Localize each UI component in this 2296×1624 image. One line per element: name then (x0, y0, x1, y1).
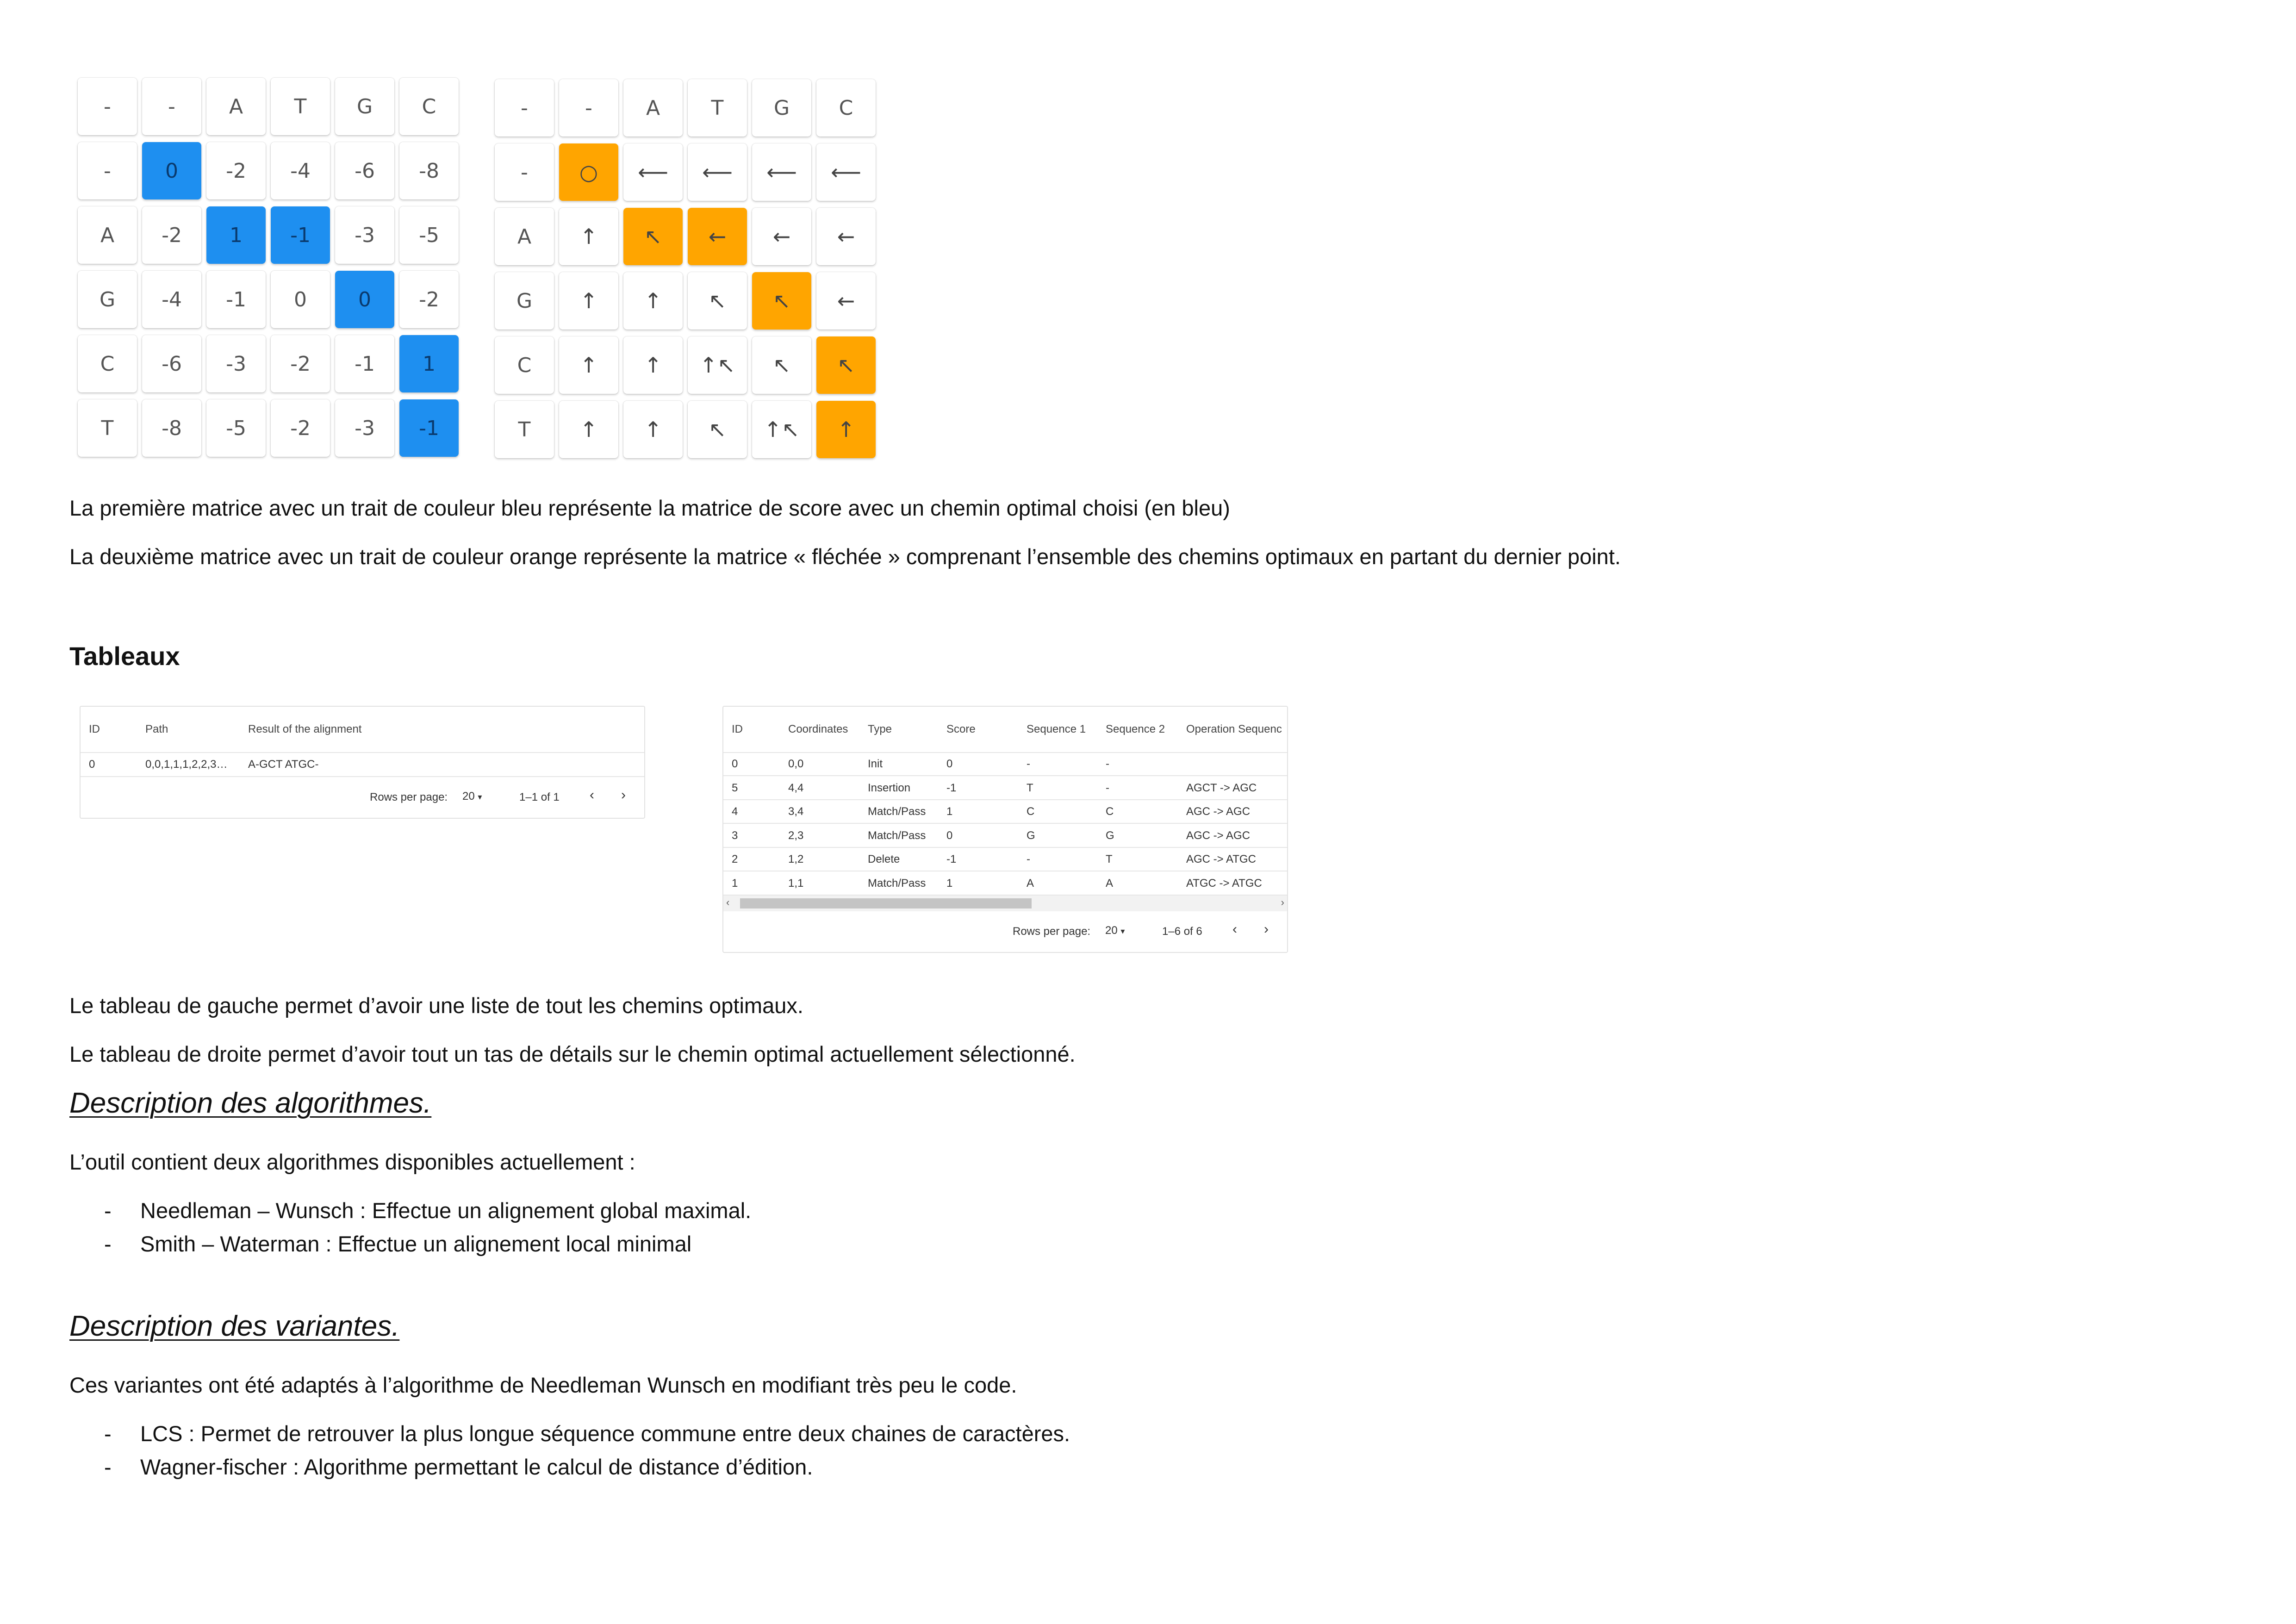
arrow-cell: ○ (559, 143, 618, 201)
score-header-cell: C (399, 78, 459, 135)
arrow-cell: ⟵ (688, 143, 747, 201)
left-table-description: Le tableau de gauche permet d’avoir une liste de tout les chemins optimaux. (69, 993, 803, 1018)
variants-section-title: Description des variantes. (69, 1310, 400, 1342)
score-row-label: - (78, 142, 137, 199)
table-cell: 0 (946, 758, 953, 770)
table-cell: T (1027, 781, 1033, 794)
table-cell: 2 (732, 853, 738, 865)
arrow-cell: ↖ (623, 208, 683, 265)
details-col-sequence-1[interactable]: Sequence 1 (1027, 723, 1086, 735)
algorithms-intro: L’outil contient deux algorithmes disponibles actuellement : (69, 1150, 635, 1174)
table-cell: 4 (732, 805, 738, 818)
table-cell: Match/Pass (868, 829, 926, 842)
score-header-cell: - (78, 78, 137, 135)
chevron-left-icon[interactable]: ‹ (1232, 921, 1237, 937)
details-table (722, 706, 1288, 953)
score-cell: -4 (271, 142, 330, 199)
table-cell: Match/Pass (868, 877, 926, 890)
list-item: - Smith – Waterman : Effectue un alignement local minimal (104, 1232, 692, 1256)
arrow-row-label: - (495, 143, 554, 201)
cell-id: 0 (89, 758, 95, 771)
arrow-cell: ⟵ (816, 143, 876, 201)
details-col-id[interactable]: ID (732, 723, 743, 735)
list-item: - Needleman – Wunsch : Effectue un alignement global maximal. (104, 1198, 752, 1223)
details-col-type[interactable]: Type (868, 723, 892, 735)
tableaux-heading: Tableaux (69, 641, 180, 671)
table-cell: G (1106, 829, 1114, 842)
rows-per-page-label: Rows per page: (1013, 925, 1091, 938)
table-cell: - (1027, 758, 1030, 770)
paths-table-header (81, 707, 644, 753)
score-cell: 1 (206, 206, 266, 264)
score-cell: -1 (399, 399, 459, 457)
table-cell: -1 (946, 781, 957, 794)
arrow-cell: ↑ (559, 401, 618, 458)
table-cell: - (1106, 781, 1109, 794)
table-cell: Insertion (868, 781, 911, 794)
chevron-right-icon[interactable]: › (1264, 921, 1269, 937)
score-cell: 1 (399, 335, 459, 392)
table-cell: - (1027, 853, 1030, 865)
table-cell: 3 (732, 829, 738, 842)
arrow-cell: ← (688, 208, 747, 265)
table-cell: A (1027, 877, 1034, 890)
arrow-header-cell: G (752, 79, 811, 137)
details-col-sequence-2[interactable]: Sequence 2 (1106, 723, 1165, 735)
score-header-cell: - (142, 78, 201, 135)
chevron-left-icon[interactable]: ‹ (590, 787, 594, 803)
arrow-cell: ← (816, 208, 876, 265)
arrow-cell: ↑ (559, 208, 618, 265)
table-row[interactable] (723, 824, 1287, 848)
paths-col-path[interactable]: Path (145, 723, 168, 735)
table-cell: 0,0 (788, 758, 804, 770)
score-cell: -2 (142, 206, 201, 264)
arrow-header-cell: A (623, 79, 683, 137)
table-cell: C (1027, 805, 1035, 818)
arrow-cell: ⟵ (623, 143, 683, 201)
rows-per-page-select[interactable]: 20 ▾ (462, 790, 482, 803)
table-cell: AGC -> ATGC (1186, 853, 1256, 865)
details-table-pagination (723, 912, 1287, 951)
table-cell: 1 (732, 877, 738, 890)
score-cell: -1 (271, 206, 330, 264)
right-table-description: Le tableau de droite permet d’avoir tout un tas de détails sur le chemin optimal actuellement sélectionné. (69, 1042, 1076, 1066)
score-row-label: G (78, 271, 137, 328)
table-cell: 0 (946, 829, 953, 842)
score-cell: -1 (206, 271, 266, 328)
score-row-label: T (78, 399, 137, 457)
score-cell: -3 (206, 335, 266, 392)
score-cell: -2 (399, 271, 459, 328)
table-cell: 4,4 (788, 781, 804, 794)
table-cell: 2,3 (788, 829, 804, 842)
arrow-cell: ↖ (688, 401, 747, 458)
table-cell: 5 (732, 781, 738, 794)
score-cell: -6 (335, 142, 394, 199)
arrow-header-cell: - (559, 79, 618, 137)
score-matrix-description: La première matrice avec un trait de couleur bleu représente la matrice de score avec un chemin optimal choisi (en bleu) (69, 496, 1230, 520)
list-item: - LCS : Permet de retrouver la plus longue séquence commune entre deux chaines de caractères. (104, 1421, 1070, 1446)
score-cell: -6 (142, 335, 201, 392)
arrow-header-cell: T (688, 79, 747, 137)
arrow-row-label: T (495, 401, 554, 458)
arrow-cell: ← (816, 272, 876, 330)
paths-col-id[interactable]: ID (89, 723, 100, 735)
caret-down-icon: ▾ (1120, 927, 1125, 936)
algorithms-section-title: Description des algorithmes. (69, 1087, 432, 1119)
table-cell: AGC -> AGC (1186, 805, 1251, 818)
table-cell: Init (868, 758, 883, 770)
table-row[interactable] (723, 752, 1287, 776)
paths-col-result[interactable]: Result of the alignment (248, 723, 362, 735)
score-header-cell: T (271, 78, 330, 135)
table-cell: 3,4 (788, 805, 804, 818)
arrow-cell: ↑↖ (752, 401, 811, 458)
details-table-header (723, 707, 1287, 753)
score-cell: -2 (271, 399, 330, 457)
table-row[interactable] (723, 847, 1287, 871)
pagination-range: 1–1 of 1 (519, 791, 560, 803)
caret-down-icon: ▾ (478, 792, 482, 802)
score-row-label: C (78, 335, 137, 392)
arrow-matrix (495, 79, 876, 458)
score-header-cell: A (206, 78, 266, 135)
score-cell: -1 (335, 335, 394, 392)
table-row[interactable] (723, 800, 1287, 824)
score-header-cell: G (335, 78, 394, 135)
table-cell: 1 (946, 805, 953, 818)
table-row[interactable] (81, 752, 644, 777)
score-cell: -8 (142, 399, 201, 457)
variants-intro: Ces variantes ont été adaptés à l’algorithme de Needleman Wunsch en modifiant très peu le code. (69, 1373, 1017, 1397)
score-matrix (78, 78, 459, 457)
arrow-row-label: G (495, 272, 554, 330)
score-cell: 0 (271, 271, 330, 328)
score-cell: 0 (142, 142, 201, 199)
arrow-matrix-description: La deuxième matrice avec un trait de couleur orange représente la matrice « fléchée » comprenant l’ensemble des chemins optimaux en partant du dernier point. (69, 544, 1621, 569)
cell-path: 0,0,1,1,1,2,2,3… (145, 758, 228, 771)
scroll-left-icon[interactable]: ‹ (726, 896, 730, 908)
arrow-cell: ↖ (816, 336, 876, 394)
details-col-operation[interactable]: Operation Sequenc (1186, 723, 1282, 735)
details-col-score[interactable]: Score (946, 723, 976, 735)
score-cell: -8 (399, 142, 459, 199)
score-row-label: A (78, 206, 137, 264)
pagination-range: 1–6 of 6 (1162, 925, 1202, 938)
rows-per-page-label: Rows per page: (370, 791, 448, 803)
score-cell: 0 (335, 271, 394, 328)
arrow-cell: ↑↖ (688, 336, 747, 394)
table-cell: Match/Pass (868, 805, 926, 818)
arrow-cell: ↑ (559, 272, 618, 330)
scroll-right-icon[interactable]: › (1281, 896, 1284, 908)
arrow-header-cell: - (495, 79, 554, 137)
table-cell: 1,2 (788, 853, 804, 865)
horizontal-scrollbar[interactable] (723, 896, 1287, 911)
table-cell: 1,1 (788, 877, 804, 890)
paths-table (80, 706, 645, 819)
arrow-header-cell: C (816, 79, 876, 137)
list-item: - Wagner-fischer : Algorithme permettant le calcul de distance d’édition. (104, 1455, 813, 1479)
arrow-cell: ↖ (752, 272, 811, 330)
arrow-cell: ↑ (623, 272, 683, 330)
scrollbar-thumb[interactable] (740, 898, 1032, 908)
score-cell: -2 (206, 142, 266, 199)
table-cell: AGCT -> AGC (1186, 781, 1257, 794)
arrow-cell: ↑ (816, 401, 876, 458)
table-cell: C (1106, 805, 1114, 818)
table-cell: G (1027, 829, 1035, 842)
cell-result: A-GCT ATGC- (248, 758, 319, 771)
table-row[interactable] (723, 776, 1287, 800)
table-cell: Delete (868, 853, 900, 865)
arrow-cell: ← (752, 208, 811, 265)
score-cell: -3 (335, 399, 394, 457)
score-cell: -5 (399, 206, 459, 264)
details-col-coordinates[interactable]: Coordinates (788, 723, 848, 735)
arrow-cell: ↑ (623, 401, 683, 458)
paths-table-pagination (81, 777, 644, 817)
arrow-cell: ↖ (688, 272, 747, 330)
table-cell: 0 (732, 758, 738, 770)
table-cell: T (1106, 853, 1113, 865)
score-cell: -4 (142, 271, 201, 328)
rows-per-page-select[interactable]: 20 ▾ (1105, 924, 1125, 937)
arrow-cell: ↑ (623, 336, 683, 394)
arrow-cell: ⟵ (752, 143, 811, 201)
table-cell: AGC -> AGC (1186, 829, 1251, 842)
chevron-right-icon[interactable]: › (621, 787, 626, 803)
score-cell: -5 (206, 399, 266, 457)
score-cell: -2 (271, 335, 330, 392)
arrow-cell: ↑ (559, 336, 618, 394)
score-cell: -3 (335, 206, 394, 264)
table-cell: - (1106, 758, 1109, 770)
arrow-row-label: A (495, 208, 554, 265)
table-cell: 1 (946, 877, 953, 890)
table-row[interactable] (723, 871, 1287, 896)
arrow-row-label: C (495, 336, 554, 394)
table-cell: -1 (946, 853, 957, 865)
arrow-cell: ↖ (752, 336, 811, 394)
table-cell: ATGC -> ATGC (1186, 877, 1262, 890)
table-cell: A (1106, 877, 1114, 890)
